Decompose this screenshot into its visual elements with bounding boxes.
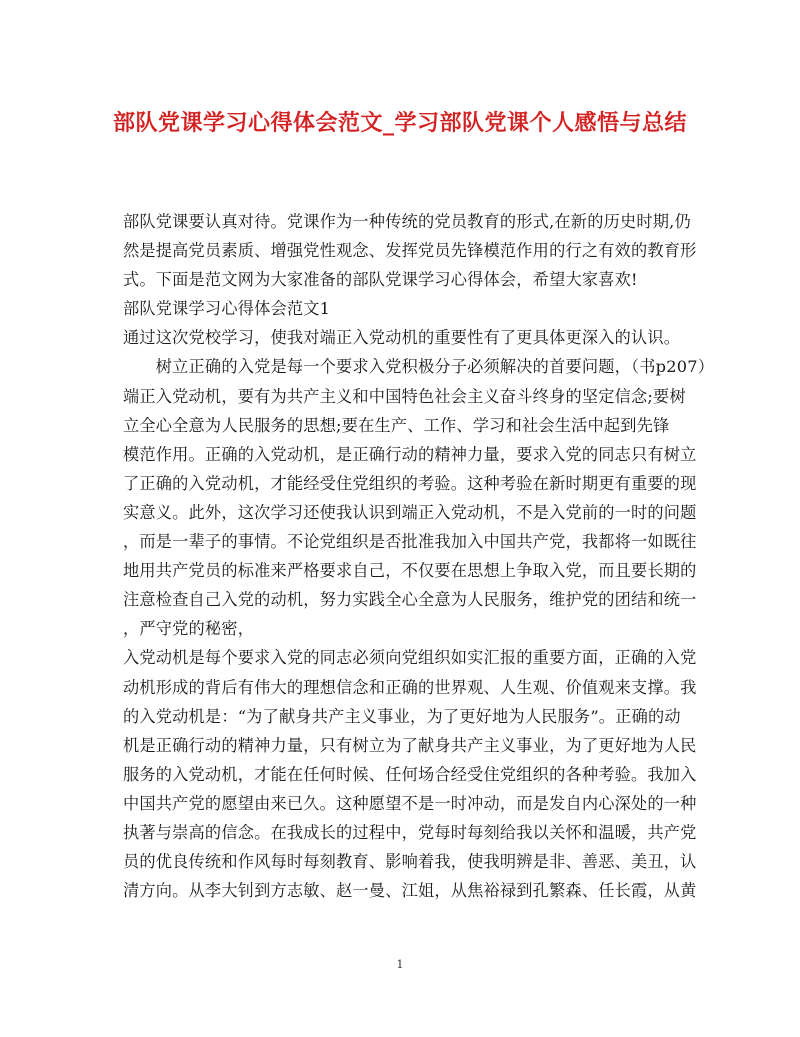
text-line: 树立正确的入党是每一个要求入党积极分子必须解决的首要问题，（书p207） <box>123 357 715 377</box>
text-line: 通过这次党校学习，使我对端正入党动机的重要性有了更具体更深入的认识。 <box>123 328 681 348</box>
text-line: 注意检查自己入党的动机，努力实践全心全意为人民服务，维护党的团结和统一 <box>123 590 697 610</box>
text-line: 实意义。此外，这次学习还使我认识到端正入党动机，不是入党前的一时的问题 <box>123 502 697 522</box>
text-line: 部队党课学习心得体会范文1 <box>123 299 331 319</box>
text-line: 中国共产党的愿望由来已久。这种愿望不是一时冲动，而是发自内心深处的一种 <box>123 793 697 813</box>
text-line: 执著与崇高的信念。在我成长的过程中，党每时每刻给我以关怀和温暖，共产党 <box>123 822 697 842</box>
text-line: 员的优良传统和作风每时每刻教育、影响着我，使我明辨是非、善恶、美丑，认 <box>123 852 697 872</box>
text-line: 地用共产党员的标准来严格要求自己，不仅要在思想上争取入党，而且要长期的 <box>123 561 697 581</box>
text-line: 部队党课要认真对待。党课作为一种传统的党员教育的形式,在新的历史时期,仍 <box>123 212 691 231</box>
text-line: ，而是一辈子的事情。不论党组织是否批准我加入中国共产党，我都将一如既往 <box>123 532 697 552</box>
text-line: 然是提高党员素质、增强党性观念、发挥党员先锋模范作用的行之有效的教育形 <box>123 241 697 261</box>
text-line: ，严守党的秘密， <box>123 619 255 639</box>
text-line: 动机形成的背后有伟大的理想信念和正确的世界观、人生观、价值观来支撑。我 <box>123 677 697 697</box>
text-line: 端正入党动机，要有为共产主义和中国特色社会主义奋斗终身的坚定信念;要树 <box>123 386 686 406</box>
text-line: 模范作用。正确的入党动机，是正确行动的精神力量，要求入党的同志只有树立 <box>123 444 697 464</box>
page-number: 1 <box>396 958 404 971</box>
text-line: 入党动机是每个要求入党的同志必须向党组织如实汇报的重要方面，正确的入党 <box>123 648 697 668</box>
text-line: 了正确的入党动机，才能经受住党组织的考验。这种考验在新时期更有重要的现 <box>123 473 697 493</box>
text-line: 的入党动机是：“为了献身共产主义事业，为了更好地为人民服务”。正确的动 <box>123 706 681 726</box>
text-line: 机是正确行动的精神力量，只有树立为了献身共产主义事业，为了更好地为人民 <box>123 735 697 755</box>
text-line: 式。下面是范文网为大家准备的部队党课学习心得体会，希望大家喜欢! <box>123 270 638 290</box>
document-body <box>123 207 715 905</box>
text-line: 清方向。从李大钊到方志敏、赵一曼、江姐，从焦裕禄到孔繁森、任长霞，从黄 <box>123 881 697 901</box>
text-line: 服务的入党动机，才能在任何时候、任何场合经受住党组织的各种考验。我加入 <box>123 764 697 784</box>
text-line: 立全心全意为人民服务的思想;要在生产、工作、学习和社会生活中起到先锋 <box>123 415 670 435</box>
document-title: 部队党课学习心得体会范文_学习部队党课个人感悟与总结 <box>112 110 687 136</box>
